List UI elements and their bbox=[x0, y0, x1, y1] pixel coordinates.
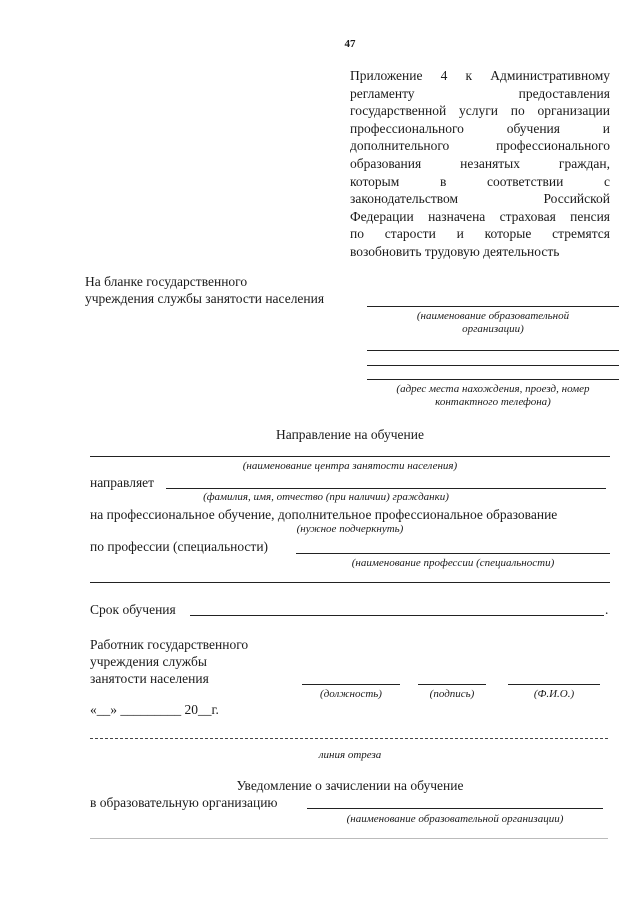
cut-line-caption: линия отреза bbox=[318, 749, 382, 761]
fio-caption: (Ф.И.О.) bbox=[533, 688, 575, 700]
appendix-line: по старости и которые стремятся bbox=[350, 226, 610, 242]
appendix-line: профессионального обучения и bbox=[350, 120, 610, 136]
page-number: 47 bbox=[344, 38, 356, 50]
appendix-line: государственной услуги по организации bbox=[350, 103, 610, 119]
appendix-line: образования незанятых граждан, bbox=[350, 155, 610, 171]
worker-label: учреждения службы bbox=[90, 654, 207, 669]
address-field[interactable] bbox=[367, 379, 619, 380]
worker-label: Работник государственного bbox=[90, 637, 249, 652]
notice-title: Уведомление о зачислении на обучение bbox=[236, 778, 464, 793]
address-field[interactable] bbox=[367, 350, 619, 351]
org-caption: (наименование образовательной bbox=[416, 310, 570, 322]
appendix-line: законодательством Российской bbox=[350, 191, 610, 207]
term-label: Срок обучения bbox=[90, 602, 176, 617]
org-name-field[interactable] bbox=[367, 306, 619, 307]
address-field[interactable] bbox=[367, 365, 619, 366]
appendix-line: Федерации назначена страховая пенсия bbox=[350, 208, 610, 224]
profession-label: по профессии (специальности) bbox=[90, 539, 269, 554]
appendix-line: которым в соответствии с bbox=[350, 173, 610, 189]
letterhead-line: На бланке государственного bbox=[85, 274, 248, 289]
worker-label: занятости населения bbox=[90, 671, 209, 686]
org-caption: организации) bbox=[462, 323, 524, 335]
notice-org-caption: (наименование образовательной организации) bbox=[346, 813, 564, 825]
notice-org-label: в образовательную организацию bbox=[90, 795, 278, 810]
cut-line bbox=[90, 738, 608, 739]
term-end: . bbox=[605, 602, 609, 617]
profession-field[interactable] bbox=[296, 553, 610, 554]
appendix-line: дополнительного профессионального bbox=[350, 138, 610, 154]
letterhead-line: учреждения службы занятости населения bbox=[85, 291, 325, 306]
training-type-text: на профессиональное обучение, дополнительное профессиональное образование bbox=[90, 507, 558, 522]
appendix-line: регламенту предоставления bbox=[350, 85, 610, 101]
profession-field-extra[interactable] bbox=[90, 582, 610, 583]
appendix-line: возобновить трудовую деятельность bbox=[350, 243, 560, 259]
fio-field[interactable] bbox=[508, 684, 600, 685]
person-name-field[interactable] bbox=[166, 488, 606, 489]
term-field[interactable] bbox=[190, 615, 604, 616]
date-field[interactable]: «__» _________ 20__г. bbox=[90, 702, 219, 717]
notice-field-extra[interactable] bbox=[90, 838, 608, 839]
signature-field[interactable] bbox=[418, 684, 486, 685]
address-caption: (адрес места нахождения, проезд, номер bbox=[396, 383, 590, 395]
sends-label: направляет bbox=[90, 475, 155, 490]
notice-org-field[interactable] bbox=[307, 808, 603, 809]
appendix-line: Приложение 4 к Административному bbox=[350, 68, 610, 83]
address-caption: контактного телефона) bbox=[435, 396, 551, 408]
appendix-header bbox=[350, 67, 610, 261]
profession-caption: (наименование профессии (специальности) bbox=[351, 557, 555, 569]
employment-center-caption: (наименование центра занятости населения) bbox=[242, 460, 458, 472]
position-caption: (должность) bbox=[320, 688, 382, 700]
employment-center-field[interactable] bbox=[90, 456, 610, 457]
position-field[interactable] bbox=[302, 684, 400, 685]
underline-caption: (нужное подчеркнуть) bbox=[296, 523, 404, 535]
direction-title: Направление на обучение bbox=[276, 427, 424, 442]
signature-caption: (подпись) bbox=[429, 688, 475, 700]
person-caption: (фамилия, имя, отчество (при наличии) гражданки) bbox=[203, 491, 449, 503]
